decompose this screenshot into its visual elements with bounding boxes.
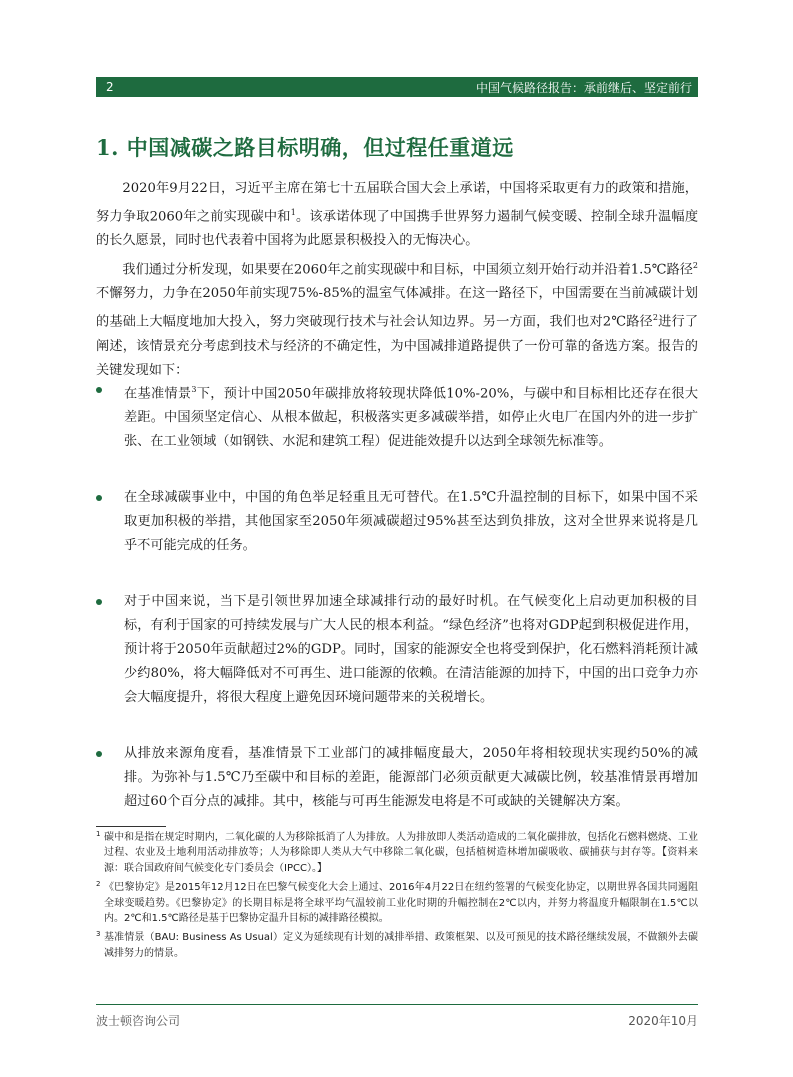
- section-title: 1. 中国减碳之路目标明确，但过程任重道远: [96, 135, 514, 160]
- p2-part-b: 不懈努力，力争在2050年前实现75%-85%的温室气体减排。在这一路径下，中国需要在当前减碳计划的基础上大幅度地加大投入，努力突破现行技术与社会认知边界。另一方面，我们也对2℃路径: [96, 286, 698, 330]
- list-item: [96, 378, 698, 454]
- footnote-ref-2a: 2: [692, 261, 698, 270]
- footnote-2-text: 《巴黎协定》是2015年12月12日在巴黎气候变化大会上通过、2016年4月22日在纽约签署的气候变化协定，以期世界各国共同遏阻全球变暖趋势。《巴黎协定》的长期目标是将全球平均气温较前工业化时期的升幅控制在2℃以内，并努力将温度升幅限制在1.5℃以内。2℃和1.5℃路径是基于巴黎协定温升目标的减排路径模拟。: [104, 882, 698, 925]
- p2-part-c: 进行了阐述，该情景充分考虑到技术与经济的不确定性，为中国减排道路提供了一份可靠的备选方案。报告的关键发现如下：: [96, 314, 699, 378]
- bullet-4-text: 从排放来源角度看，基准情景下工业部门的减排幅度最大，2050年将相较现状实现约50%的减排。为弥补与1.5℃乃至碳中和目标的差距，能源部门必须贡献更大减碳比例，较基准情景再增加超过60个百分点的减排。其中，核能与可再生能源发电将是不可或缺的关键解决方案。: [124, 746, 698, 810]
- footnote-ref-1: 1: [290, 208, 296, 217]
- footer-company: 波士顿咨询公司: [96, 1014, 181, 1028]
- page-number: 2: [106, 80, 114, 94]
- bullet-dot-icon: [96, 495, 102, 501]
- list-item: [96, 742, 698, 814]
- list-item: [96, 486, 698, 558]
- footnote-ref-2b: 2: [652, 313, 658, 323]
- footer-divider: [96, 1004, 698, 1005]
- page-header-bar: [96, 77, 698, 97]
- p1-text: 2020年9月22日，习近平主席在第七十五届联合国大会上承诺，中国将采取更有力的政策和措施，努力争取2060年之前实现碳中和: [96, 181, 698, 225]
- footnote-1: [96, 830, 698, 876]
- bullet-dot-icon: [96, 387, 102, 393]
- footnote-2: [96, 880, 698, 926]
- footnote-mark-1: 1: [96, 830, 101, 838]
- bullet-3-text: 对于中国来说，当下是引领世界加速全球减排行动的最好时机。在气候变化上启动更加积极的目标，有利于国家的可持续发展与广大人民的根本利益。“绿色经济”也将对GDP起到积极促进作用，预计将于2050年贡献超过2%的GDP。同时，国家的能源安全也将受到保护，化石燃料消耗预计减少约80%，将大幅降低对不可再生、进口能源的依赖。在清洁能源的加持下，中国的出口竞争力亦会大幅度提升，将很大程度上避免因环境问题带来的关税增长。: [124, 594, 698, 706]
- bullet-dot-icon: [96, 751, 102, 757]
- footnote-mark-2: 2: [96, 880, 101, 889]
- key-findings-list: [96, 378, 698, 814]
- footnote-ref-3: 3: [191, 385, 197, 394]
- bullet-1-text-a: 在基准情景: [124, 386, 192, 402]
- p1-tail: 。该承诺体现了中国携手世界努力遏制气候变暖、控制全球升温幅度的长久愿景，同时也代表着中国将为此愿景积极投入的无悔决心。: [96, 209, 699, 249]
- footer-date: 2020年10月: [628, 1014, 698, 1028]
- bullet-dot-icon: [96, 599, 102, 605]
- paragraph-analysis: [96, 254, 698, 383]
- report-title: 中国气候路径报告：承前继后、坚定前行: [475, 80, 692, 95]
- footnote-divider: [96, 826, 166, 827]
- page-footer: [96, 1012, 698, 1029]
- bullet-1-text-b: 下，预计中国2050年碳排放将较现状降低10%-20%，与碳中和目标相比还存在很大差距。中国须坚定信心、从根本做起，积极落实更多减碳举措，如停止火电厂在国内外的进一步扩张、在工业领域（如钢铁、水泥和建筑工程）促进能效提升以达到全球领先标准等。: [124, 386, 699, 450]
- paragraph-commitment: [96, 177, 698, 253]
- footnote-3-text: 基准情景（BAU: Business As Usual）定义为延续现有计划的减排举措、政策框架、以及可预见的技术路径继续发展，不做额外去碳减排努力的情景。: [104, 932, 698, 959]
- footnote-1-text: 碳中和是指在规定时期内，二氧化碳的人为移除抵消了人为排放。人为排放即人类活动造成的二氧化碳排放，包括化石燃料燃烧、工业过程、农业及土地利用活动排放等；人为移除即人类从大气中移除二氧化碳，包括植树造林增加碳吸收、碳捕获与封存等。【资料来源：联合国政府间气候变化专门委员会（IPCC）。】: [104, 832, 698, 874]
- bullet-2-text: 在全球减碳事业中，中国的角色举足轻重且无可替代。在1.5℃升温控制的目标下，如果中国不采取更加积极的举措，其他国家至2050年须减碳超过95%甚至达到负排放，这对全世界来说将是几乎不可能完成的任务。: [124, 490, 698, 554]
- footnote-mark-3: 3: [96, 930, 101, 939]
- p2-part-a: 我们通过分析发现，如果要在2060年之前实现碳中和目标，中国须立刻开始行动并沿着1.5℃路径: [122, 262, 693, 278]
- list-item: [96, 590, 698, 710]
- footnotes: [96, 830, 698, 965]
- footnote-3: [96, 930, 698, 961]
